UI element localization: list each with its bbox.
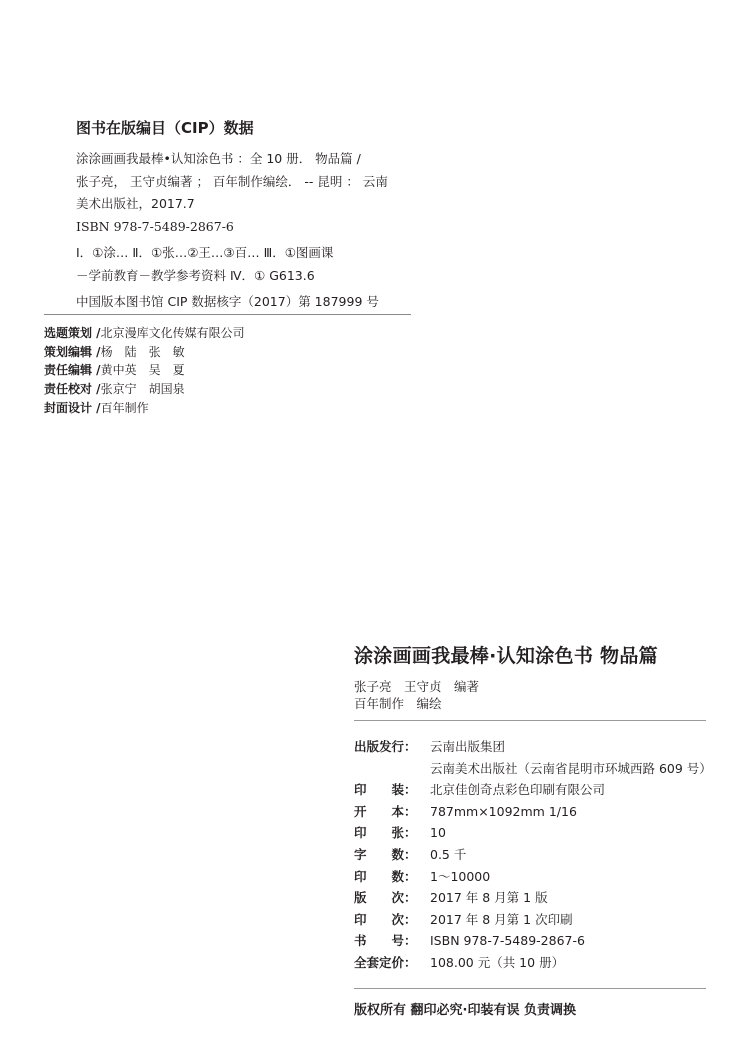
pub-row bbox=[354, 779, 606, 801]
credit-role: 封面设计 / bbox=[44, 400, 101, 415]
cip-heading: 图书在版编目（CIP）数据 bbox=[76, 119, 254, 137]
pub-row bbox=[354, 952, 565, 974]
copyright-notice: 版权所有 翻印必究·印装有误 负责调换 bbox=[354, 1003, 576, 1018]
pub-value: 2017 年 8 月第 1 版 bbox=[430, 890, 548, 906]
cip-record bbox=[76, 148, 388, 314]
pub-value: 2017 年 8 月第 1 次印刷 bbox=[430, 911, 573, 927]
pub-value: 1～10000 bbox=[430, 868, 491, 884]
pub-label: 字 数： bbox=[354, 846, 417, 862]
divider bbox=[354, 988, 706, 989]
credits-list bbox=[44, 324, 245, 418]
credit-role: 选题策划 / bbox=[44, 326, 101, 340]
book-title: 涂涂画画我最棒·认知涂色书 物品篇 bbox=[354, 645, 658, 667]
cip-line: 涂涂画画我最棒•认知涂色书 ：全 10 册． 物品篇 / bbox=[76, 151, 361, 166]
cip-number: 中国版本图书馆 CIP 数据核字（2017）第 187999 号 bbox=[76, 294, 379, 309]
credit-row bbox=[44, 399, 245, 418]
pub-label: 版 次： bbox=[354, 890, 417, 906]
pub-label: 印 张： bbox=[354, 825, 417, 841]
cip-isbn: ISBN 978-7-5489-2867-6 bbox=[76, 218, 234, 234]
pub-value: 787mm×1092mm 1/16 bbox=[430, 803, 577, 819]
credit-row bbox=[44, 380, 245, 399]
cip-line: 美术出版社，2017.7 bbox=[76, 196, 195, 211]
pub-row bbox=[354, 866, 491, 888]
credit-role: 责任校对 / bbox=[44, 382, 101, 397]
pub-value: ISBN 978-7-5489-2867-6 bbox=[430, 933, 585, 949]
pub-label: 出版发行： bbox=[354, 739, 417, 754]
divider bbox=[354, 720, 706, 721]
authors-line: 百年制作 编绘 bbox=[354, 696, 442, 711]
credit-row bbox=[44, 361, 245, 380]
divider bbox=[44, 314, 411, 315]
pub-value: 10 bbox=[430, 825, 446, 841]
pub-value: 云南美术出版社（云南省昆明市环城西路 609 号） bbox=[430, 760, 712, 776]
pub-row bbox=[354, 758, 712, 780]
credit-name: 百年制作 bbox=[100, 400, 149, 415]
cip-line: Ⅰ．①涂… Ⅱ．①张…②王…③百… Ⅲ．①图画课 bbox=[76, 245, 334, 260]
pub-row bbox=[354, 822, 446, 844]
pub-label: 印 数： bbox=[354, 868, 417, 884]
pub-label: 印 次： bbox=[354, 911, 417, 927]
cip-line: －学前教育－教学参考资料 Ⅳ．① G613.6 bbox=[76, 267, 315, 283]
pub-value: 北京佳创奇点彩色印刷有限公司 bbox=[430, 782, 606, 798]
authors-line: 张子亮 王守贞 编著 bbox=[354, 679, 480, 694]
cip-line: 张子亮， 王守贞编著 ； 百年制作编绘． -- 昆明 ： 云南 bbox=[76, 173, 388, 189]
pub-label: 开 本： bbox=[354, 803, 417, 819]
pub-value: 云南出版集团 bbox=[430, 739, 506, 754]
pub-row bbox=[354, 887, 548, 909]
authors bbox=[354, 678, 479, 712]
credit-row bbox=[44, 343, 245, 362]
pub-value: 0.5 千 bbox=[430, 846, 467, 862]
credit-name: 北京漫库文化传媒有限公司 bbox=[100, 326, 245, 340]
pub-row bbox=[354, 801, 577, 823]
pub-label: 全套定价： bbox=[354, 954, 417, 970]
credit-role: 责任编辑 / bbox=[44, 363, 101, 378]
pub-row bbox=[354, 736, 506, 758]
pub-value: 108.00 元（共 10 册） bbox=[430, 954, 565, 970]
pub-label: 印 装： bbox=[354, 782, 417, 798]
credit-row bbox=[44, 324, 245, 343]
pub-label: 书 号： bbox=[354, 933, 417, 949]
credit-role: 策划编辑 / bbox=[44, 344, 101, 359]
pub-row bbox=[354, 930, 585, 952]
credit-name: 张京宁 胡国泉 bbox=[100, 382, 185, 397]
publication-info bbox=[354, 736, 712, 974]
credit-name: 黄中英 吴 夏 bbox=[100, 363, 185, 378]
credit-name: 杨 陆 张 敏 bbox=[100, 344, 185, 359]
pub-row bbox=[354, 909, 573, 931]
pub-row bbox=[354, 844, 467, 866]
